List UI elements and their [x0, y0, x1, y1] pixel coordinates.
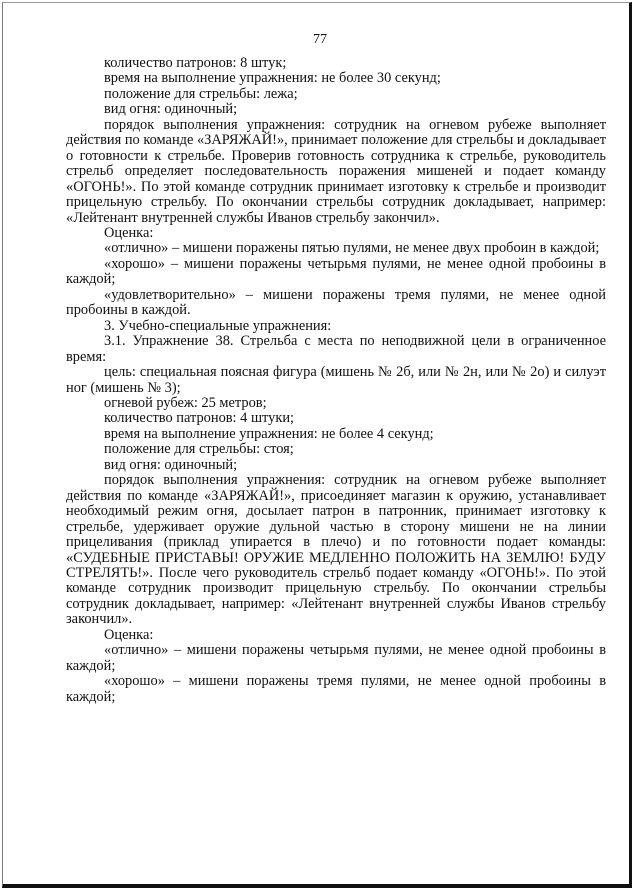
paragraph-target: цель: специальная поясная фигура (мишень № 2б, или № 2н, или № 2о) и силуэт ног (мишень № 3);	[66, 364, 606, 396]
paragraph-grade-satisfactory: «удовлетворительно» – мишени поражены тремя пулями, не менее одной пробоины в каждой.	[66, 286, 606, 319]
paragraph-time-limit: время на выполнение упражнения: не более 30 секунд;	[104, 70, 441, 87]
paragraph-grade-good: «хорошо» – мишени поражены четырьмя пулями, не менее одной пробоины в каждой;	[66, 255, 606, 288]
paragraph-section-heading: 3. Учебно-специальные упражнения:	[104, 317, 332, 334]
paragraph-grade-excellent-2: «отлично» – мишени поражены четырьмя пулями, не менее одной пробоины в каждой;	[66, 642, 606, 674]
paragraph-shooting-position-2: положение для стрельбы: стоя;	[104, 441, 294, 458]
paragraph-fire-mode-2: вид огня: одиночный;	[104, 456, 238, 473]
paragraph-shooting-position: положение для стрельбы: лежа;	[104, 85, 298, 102]
document-body	[66, 56, 606, 705]
paragraph-fire-mode: вид огня: одиночный;	[104, 101, 238, 118]
paragraph-grade-excellent: «отлично» – мишени поражены пятью пулями, не менее двух пробоин в каждой;	[104, 240, 600, 257]
paragraph-procedure: порядок выполнения упражнения: сотрудник на огневом рубеже выполняет действия по команде «ЗАРЯЖАЙ!», принимает положение для стрельбы и докладывает о готовности к стрельбе. Проверив готовность сотрудника к стрельбе, руководитель стрельб определяет последовательность поражения мишеней и подает команду «ОГОНЬ!». По этой команде сотрудник принимает изготовку к стрельбе и производит прицельную стрельбу. По окончании стрельбы сотрудник докладывает, например: «Лейтенант внутренней службы Иванов стрельбу закончил».	[66, 116, 606, 226]
paragraph-procedure-2: порядок выполнения упражнения: сотрудник на огневом рубеже выполняет действия по команде «ЗАРЯЖАЙ!», присоединяет магазин к оружию, устанавливает необходимый режим огня, досылает патрон в патронник, принимает изготовку к стрельбе, удерживает оружие дульной частью в сторону мишени не на линии прицеливания (приклад упирается в плечо) и по готовности подает команды: «СУДЕБНЫЕ ПРИСТАВЫ! ОРУЖИЕ МЕДЛЕННО ПОЛОЖИТЬ НА ЗЕМЛЮ! БУДУ СТРЕЛЯТЬ!». После чего руководитель стрельб подает команду «ОГОНЬ!». По этой команде сотрудник производит прицельную стрельбу. По окончании стрельбы сотрудник докладывает, например: «Лейтенант внутренней службы Иванов стрельбу закончил».	[66, 472, 606, 628]
paragraph-firing-line: огневой рубеж: 25 метров;	[104, 394, 267, 411]
paragraph-grade-good-2: «хорошо» – мишени поражены тремя пулями, не менее одной пробоины в каждой;	[66, 673, 606, 705]
paragraph-assessment-heading-2: Оценка:	[104, 626, 154, 643]
paragraph-cartridge-count-2: количество патронов: 4 штуки;	[104, 410, 295, 427]
page-number: 77	[313, 32, 327, 47]
paragraph-assessment-heading: Оценка:	[104, 224, 154, 241]
paragraph-cartridge-count: количество патронов: 8 штук;	[104, 55, 287, 71]
paragraph-time-limit-2: время на выполнение упражнения: не более 4 секунд;	[104, 425, 434, 442]
paragraph-exercise-title: 3.1. Упражнение 38. Стрельба с места по неподвижной цели в ограниченное время:	[66, 333, 606, 365]
